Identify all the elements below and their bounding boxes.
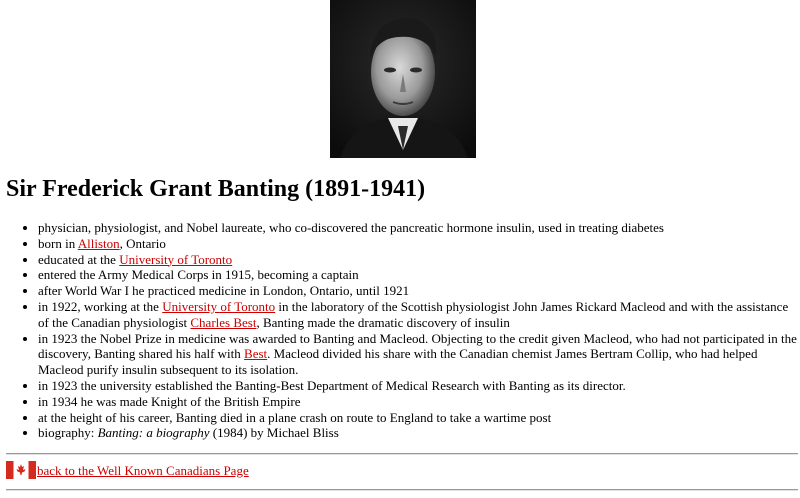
link-alliston[interactable]: Alliston: [77, 235, 120, 251]
fact-text: biography:: [38, 425, 98, 441]
facts-list: [38, 220, 800, 441]
list-item: [38, 236, 800, 252]
list-item: [38, 267, 800, 283]
link-best[interactable]: Best: [244, 346, 268, 362]
portrait-image: [330, 0, 476, 158]
list-item: [38, 283, 800, 299]
list-item: [38, 252, 800, 268]
fact-text: educated at the: [38, 251, 120, 267]
fact-text: entered the Army Medical Corps in 1915, becoming a captain: [38, 267, 359, 283]
fact-text: born in: [38, 235, 78, 251]
fact-text: in 1923 the Nobel Prize in medicine was awarded to Banting and Macleod. Objecting to the credit given Macleod, who had not participated in the discovery, Banting shared his half with: [38, 330, 797, 362]
list-item: [38, 331, 800, 378]
list-item: [38, 410, 800, 426]
book-title: Banting: a biography: [97, 425, 210, 441]
portrait-photo: [330, 0, 476, 158]
divider-top: [6, 453, 798, 455]
back-to-canadians-link[interactable]: back to the Well Known Canadians Page: [37, 463, 249, 478]
fact-text: at the height of his career, Banting died in a plane crash on route to England to take a wartime post: [38, 409, 552, 425]
list-item: [38, 299, 800, 331]
fact-text: . Macleod divided his share with the Canadian chemist James Bertram Collip, who had helped Macleod purify insulin subsequent to its isolation.: [38, 346, 758, 378]
fact-text: (1984) by Michael Bliss: [209, 425, 339, 441]
fact-text: in 1934 he was made Knight of the British Empire: [38, 393, 301, 409]
fact-text: after World War I he practiced medicine in London, Ontario, until 1921: [38, 283, 410, 299]
page-title: Sir Frederick Grant Banting (1891-1941): [6, 176, 426, 202]
fact-text: physician, physiologist, and Nobel laureate, who co-discovered the pancreatic hormone insulin, used in treating diabetes: [38, 220, 664, 235]
canada-flag-icon[interactable]: [6, 461, 36, 479]
fact-text: , Ontario: [119, 235, 166, 251]
link-charles-best[interactable]: Charles Best: [190, 314, 257, 330]
fact-text: in the laboratory of the Scottish physiologist John James Rickard Macleod and with the assistance of the Canadian physiologist: [38, 298, 789, 330]
list-item: [38, 220, 800, 236]
divider-bottom: [6, 489, 798, 491]
link-university-of-toronto[interactable]: University of Toronto: [119, 251, 233, 267]
list-item: [38, 378, 800, 394]
fact-text: in 1922, working at the: [38, 298, 163, 314]
back-link-row: [6, 461, 249, 479]
link-university-of-toronto-2[interactable]: University of Toronto: [162, 298, 276, 314]
list-item: [38, 425, 800, 441]
fact-text: , Banting made the dramatic discovery of insulin: [256, 314, 510, 330]
list-item: [38, 394, 800, 410]
fact-text: in 1923 the university established the Banting-Best Department of Medical Research with Banting as its director.: [38, 377, 626, 393]
